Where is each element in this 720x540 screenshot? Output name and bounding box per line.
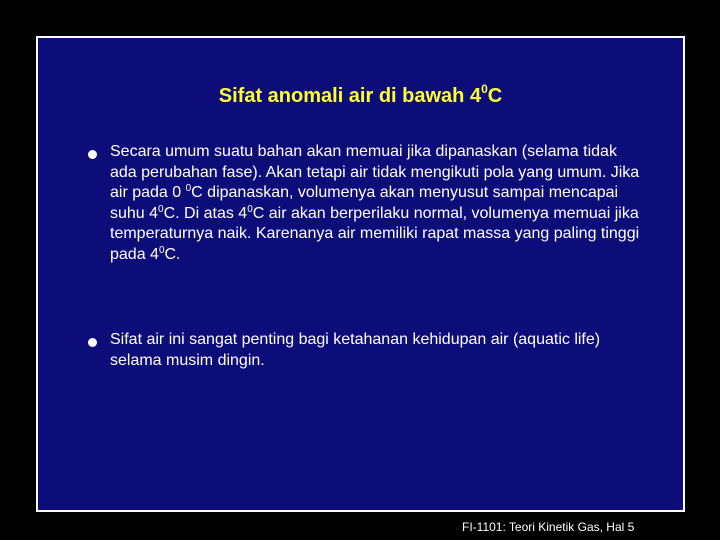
bullet-text-segment: C. Di atas 4	[163, 204, 248, 222]
bullet-text-segment: C dipanaskan, volumenya akan menyusut sampai mencapai suhu 4	[110, 184, 619, 222]
bullet-text-segment: C.	[164, 245, 181, 263]
slide-title	[38, 84, 683, 108]
content-panel	[36, 36, 685, 512]
bullet-text	[110, 142, 640, 265]
bullet-text-segment: Secara umum suatu bahan akan memuai jika dipanaskan (selama tidak ada perubahan fase). Akan tetapi air tidak mengikuti pola yang umum. Jika air pada 0	[110, 143, 640, 201]
degree-superscript: 0	[185, 183, 192, 194]
title-unit: C	[487, 85, 503, 107]
bullet-text: Sifat air ini sangat penting bagi ketahanan kehidupan air (aquatic life) selama musim dingin.	[110, 331, 601, 369]
bullet-text-segment: C air akan berperilaku normal, volumenya memuai jika temperaturnya naik. Karenanya air memiliki rapat massa yang paling tinggi pada 4	[110, 204, 640, 263]
footer-caption: FI-1101: Teori Kinetik Gas, Hal 5	[462, 520, 635, 534]
bullet-dot-icon	[88, 338, 97, 347]
title-text: Sifat anomali air di bawah 4	[218, 85, 482, 107]
bullet-dot-icon	[88, 150, 97, 159]
degree-superscript: 0	[158, 203, 164, 215]
degree-superscript: 0	[247, 203, 253, 215]
degree-superscript: 0	[158, 244, 165, 256]
title-superscript: 0	[481, 82, 488, 96]
